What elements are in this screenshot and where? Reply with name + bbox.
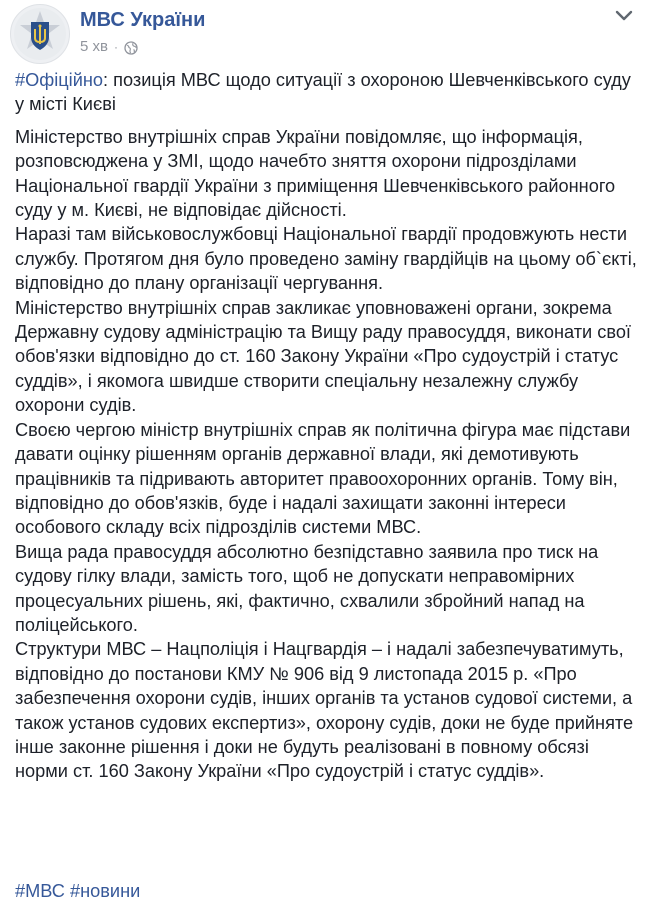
globe-icon[interactable] (124, 40, 138, 54)
page-name[interactable]: МВС України (80, 9, 206, 31)
post-meta (80, 36, 138, 58)
chevron-down-icon[interactable] (612, 6, 636, 26)
post-hashtags (15, 879, 140, 903)
post-title-text: : позиція МВС щодо ситуації з охороною Шевченківського суду у місті Києві (15, 70, 631, 115)
paragraph: Своєю чергою міністр внутрішніх справ як політична фігура має підстави давати оцінку рішенням органів державної влади, які демотивують працівників та підривають авторитет правоохоронних органів. Тому він, відповідно до обов'язків, буде і надалі захищати законні інтереси особового складу всіх підрозділів системи МВС. (15, 419, 631, 538)
paragraph: Наразі там військовослужбовці Національної гвардії продовжують нести службу. Протягом дня було проведено заміну гвардійців на цьому об`єкті, відповідно до плану організації чергування. (15, 224, 637, 294)
post-content (15, 68, 637, 784)
paragraph: Міністерство внутрішніх справ закликає уповноважені органи, зокрема Державну судову адміністрацію та Вищу раду правосуддя, виконати свої обов'язки відповідно до ст. 160 Закону України «Про судоустрій і статус суддів», і якомога швидше створити спеціальну незалежну службу охорони судів. (15, 297, 631, 416)
post-header (10, 4, 640, 64)
paragraph: Вища рада правосуддя абсолютно безпідставно заявила про тиск на судову гілку влади, замість того, щоб не допускати неправомірних процесуальних рішень, які, фактично, схвалили збройний напад на поліцейського. (15, 541, 599, 635)
hashtag-official[interactable]: #Офіційно (15, 70, 104, 90)
post-title (15, 68, 637, 117)
paragraph: Структури МВС – Нацполіція і Нацгвардія – і надалі забезпечуватимуть, відповідно до постанови КМУ № 906 від 9 листопада 2015 р. «Про забезпечення охорони судів, інших органів та установ судової системи, а також установ судових експертиз», охорону судів, доки не буде прийняте інше законне рішення і доки не будуть реалізовані в повному обсязі норми ст. 160 Закону України «Про судоустрій і статус суддів». (15, 639, 634, 782)
trident-emblem-icon (11, 5, 69, 63)
paragraph: Міністерство внутрішніх справ України повідомляє, що інформація, розповсюджена у ЗМІ, щодо начебто зняття охорони підрозділами Національної гвардії України з приміщення Шевченківського районного суду у м. Києві, не відповідає дійсності. (15, 126, 616, 221)
page-avatar[interactable] (10, 4, 70, 64)
meta-separator: · (113, 40, 118, 54)
hashtag-mvs[interactable]: #МВС (15, 881, 65, 901)
post-timestamp[interactable]: 5 хв (80, 38, 108, 55)
hashtag-news[interactable]: #новини (70, 881, 141, 901)
